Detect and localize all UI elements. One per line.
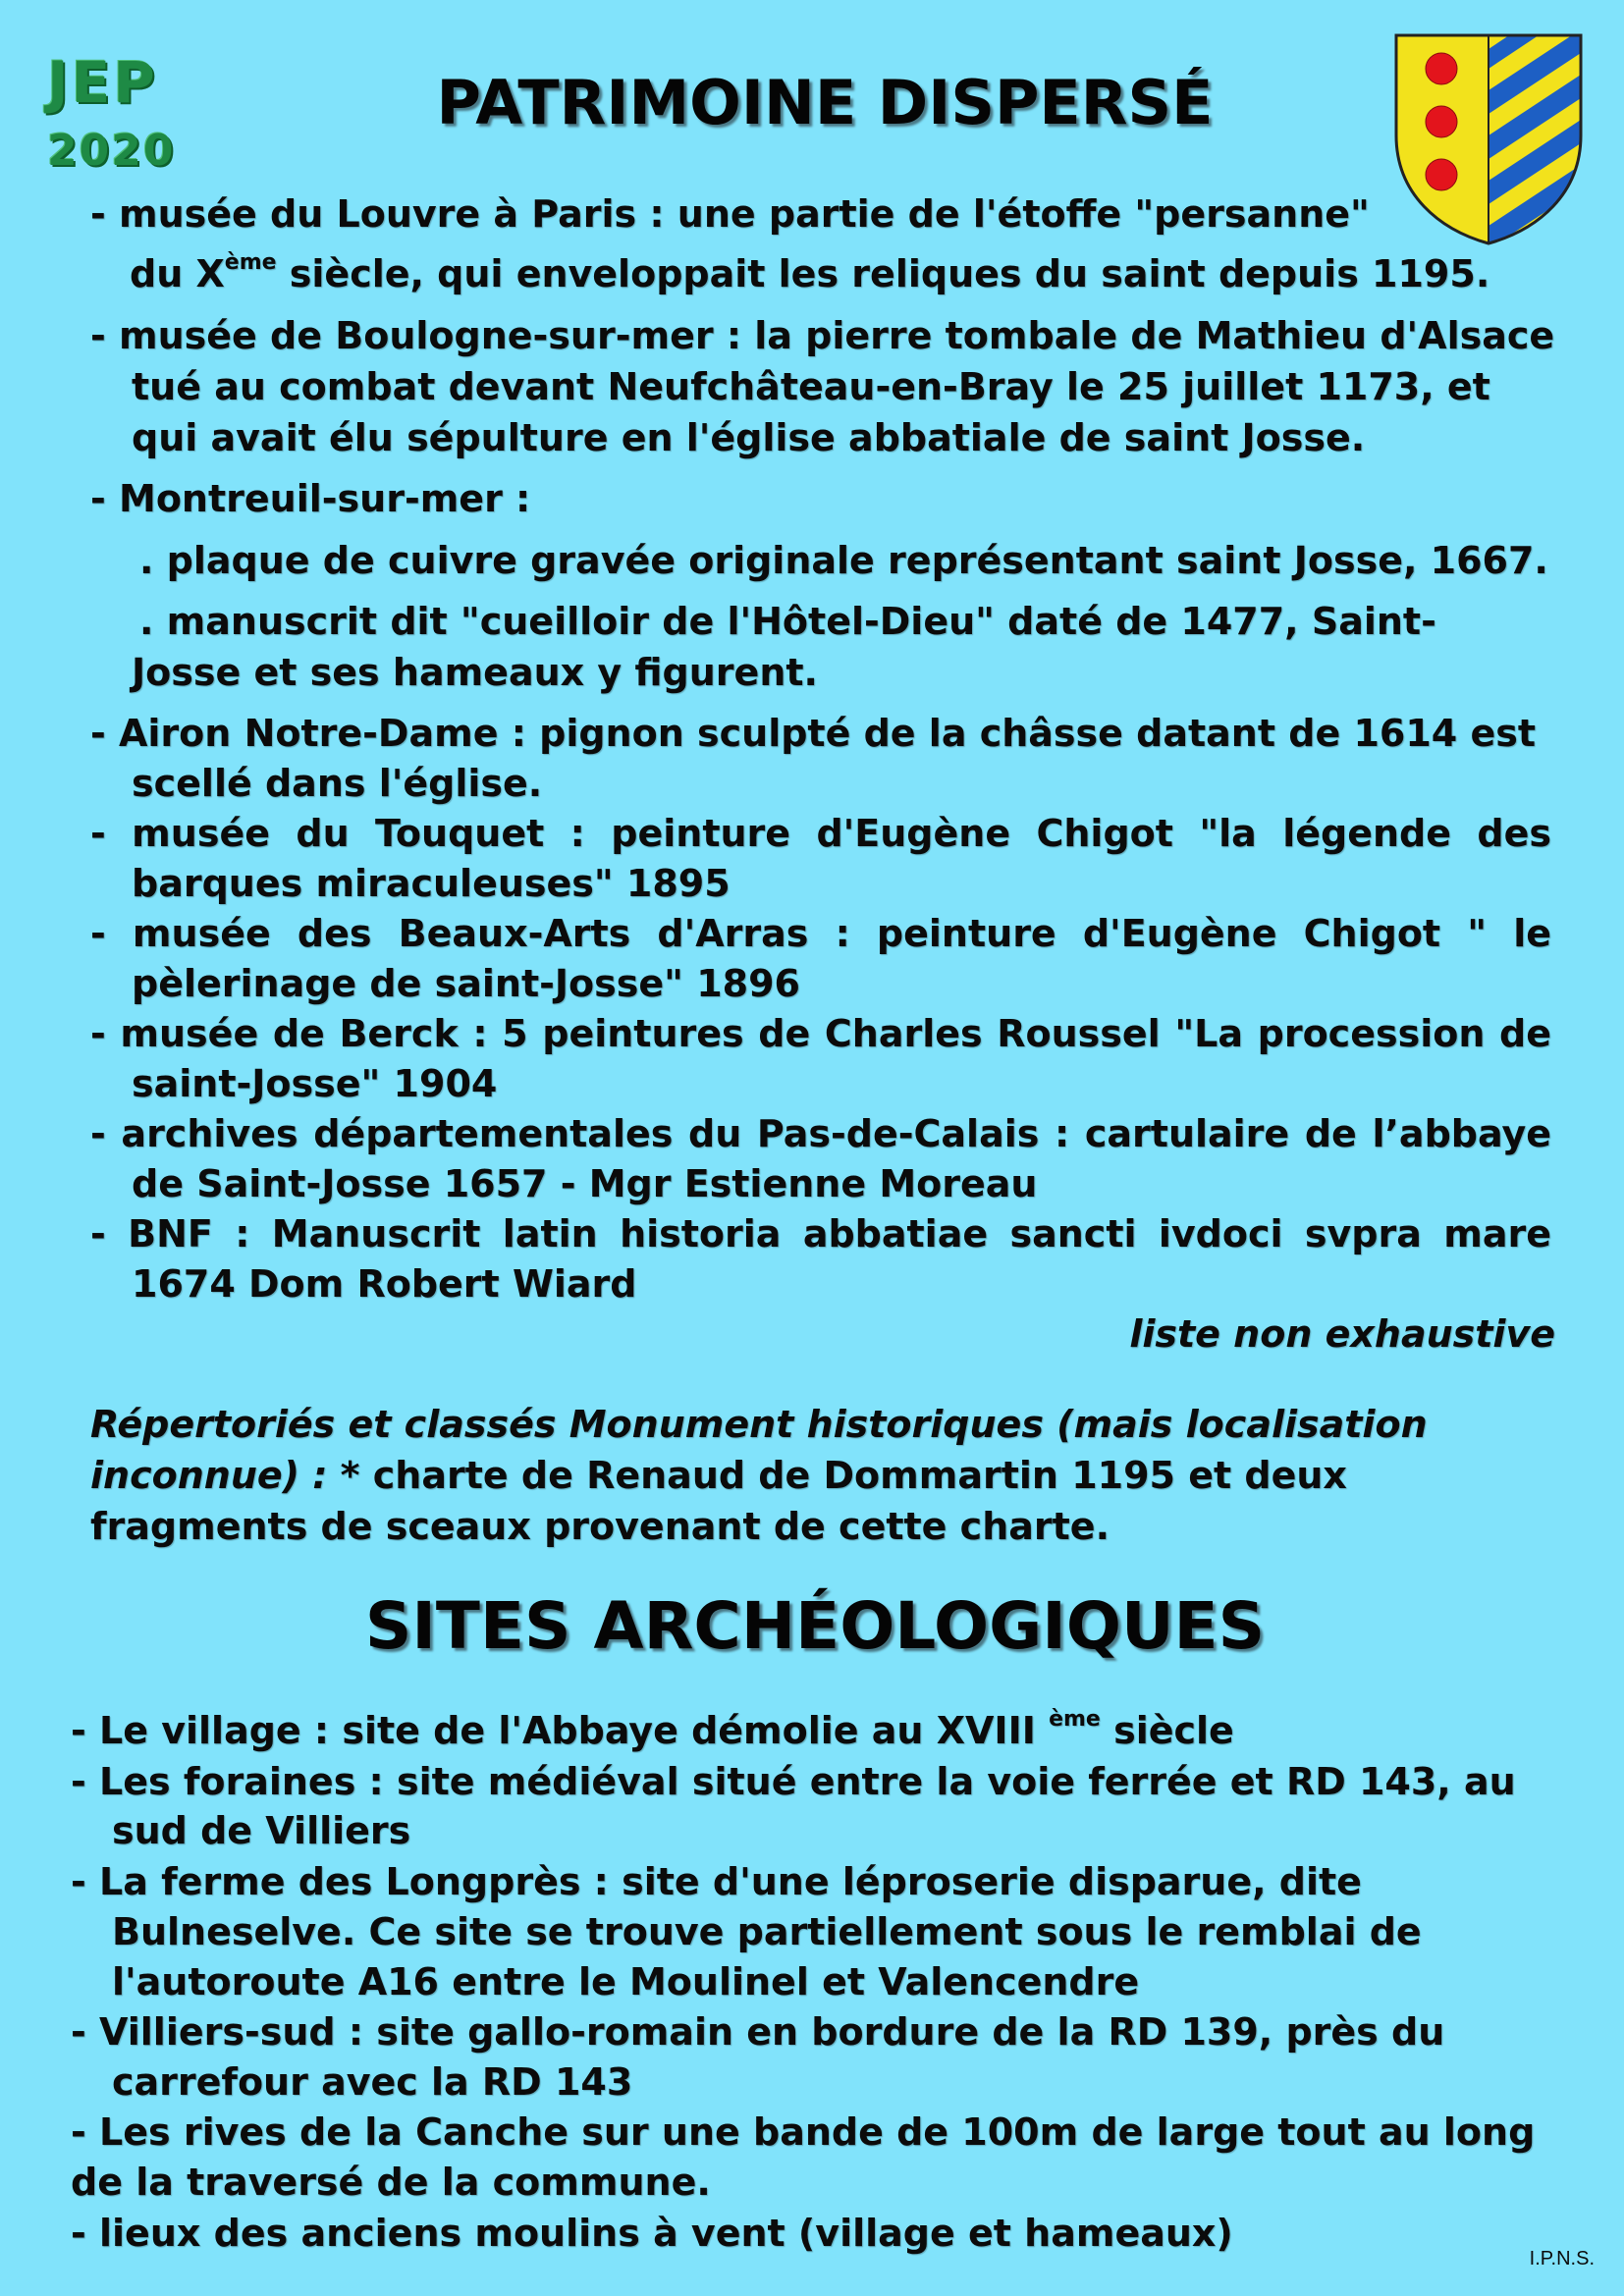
list-item-montreuil-line3: . manuscrit dit "cueilloir de l'Hôtel-Dieu" daté de 1477, Saint- [139,600,1436,643]
site-line: - La ferme des Longprès : site d'une léproserie disparue, dite [71,1860,1362,1903]
list-item-montreuil-line4: Josse et ses hameaux y figurent. [132,651,818,694]
site-line: - Villiers-sud : site gallo-romain en bordure de la RD 139, près du [71,2010,1445,2054]
footer-ipns: I.P.N.S. [1529,2248,1595,2269]
list-item-archives-line2: de Saint-Josse 1657 - Mgr Estienne Moreau [132,1162,1038,1205]
list-item-berck-line1: - musée de Berck : 5 peintures de Charles Roussel "La procession de [90,1012,1551,1055]
list-note: liste non exhaustive [1129,1312,1555,1356]
repertories-line3: fragments de sceaux provenant de cette charte. [90,1505,1110,1548]
list-item-arras-line2: pèlerinage de saint-Josse" 1896 [132,962,800,1005]
page-title: PATRIMOINE DISPERSÉ [436,67,1214,138]
list-item-louvre-line2: du Xème siècle, qui enveloppait les reliques du saint depuis 1195. [130,250,1490,295]
repertories-line2: inconnue) : * charte de Renaud de Dommartin 1195 et deux [90,1454,1347,1497]
coat-of-arms-icon [1390,29,1587,247]
site-line: de la traversé de la commune. [71,2161,711,2204]
site-line: - Les rives de la Canche sur une bande de 100m de large tout au long [71,2110,1536,2154]
list-item-bnf-line2: 1674 Dom Robert Wiard [132,1262,637,1306]
list-item-archives-line1: - archives départementales du Pas-de-Calais : cartulaire de l’abbaye [90,1112,1551,1155]
list-item-boulogne-line2: tué au combat devant Neufchâteau-en-Bray le 25 juillet 1173, et [132,365,1490,408]
site-line: carrefour avec la RD 143 [112,2060,633,2104]
site-line: sud de Villiers [112,1809,411,1852]
site-line: - Les foraines : site médiéval situé entre la voie ferrée et RD 143, au [71,1760,1516,1803]
jep-logo-year: 2020 [47,126,176,176]
list-item-louvre-line1: - musée du Louvre à Paris : une partie de l'étoffe "persanne" [90,192,1370,236]
list-item-boulogne-line3: qui avait élu sépulture en l'église abbatiale de saint Josse. [132,416,1366,459]
list-item-touquet-line2: barques miraculeuses" 1895 [132,862,731,905]
site-line: Bulneselve. Ce site se trouve partiellement sous le remblai de [112,1910,1422,1953]
site-line: - Le village : site de l'Abbaye démolie au XVIII $^{ème}$ siècle [71,1707,1234,1752]
repertories-line1: Répertoriés et classés Monument historiques (mais localisation [90,1403,1428,1446]
jep-logo-text: JEP [47,49,158,116]
list-item-berck-line2: saint-Josse" 1904 [132,1062,498,1105]
list-item-montreuil-line1: - Montreuil-sur-mer : [90,477,531,520]
list-item-touquet-line1: - musée du Touquet : peinture d'Eugène Chigot "la légende des [90,812,1551,855]
site-line: l'autoroute A16 entre le Moulinel et Valencendre [112,1960,1140,2003]
list-item-bnf-line1: - BNF : Manuscrit latin historia abbatiae sancti ivdoci svpra mare [90,1212,1551,1255]
list-item-montreuil-line2: . plaque de cuivre gravée originale représentant saint Josse, 1667. [139,539,1548,582]
site-line: - lieux des anciens moulins à vent (village et hameaux) [71,2212,1233,2255]
list-item-airon-line1: - Airon Notre-Dame : pignon sculpté de la châsse datant de 1614 est [90,712,1536,755]
list-item-arras-line1: - musée des Beaux-Arts d'Arras : peinture d'Eugène Chigot " le [90,912,1551,955]
section-title-sites: SITES ARCHÉOLOGIQUES [364,1588,1266,1664]
list-item-boulogne-line1: - musée de Boulogne-sur-mer : la pierre tombale de Mathieu d'Alsace [90,314,1555,357]
list-item-airon-line2: scellé dans l'église. [132,762,543,805]
